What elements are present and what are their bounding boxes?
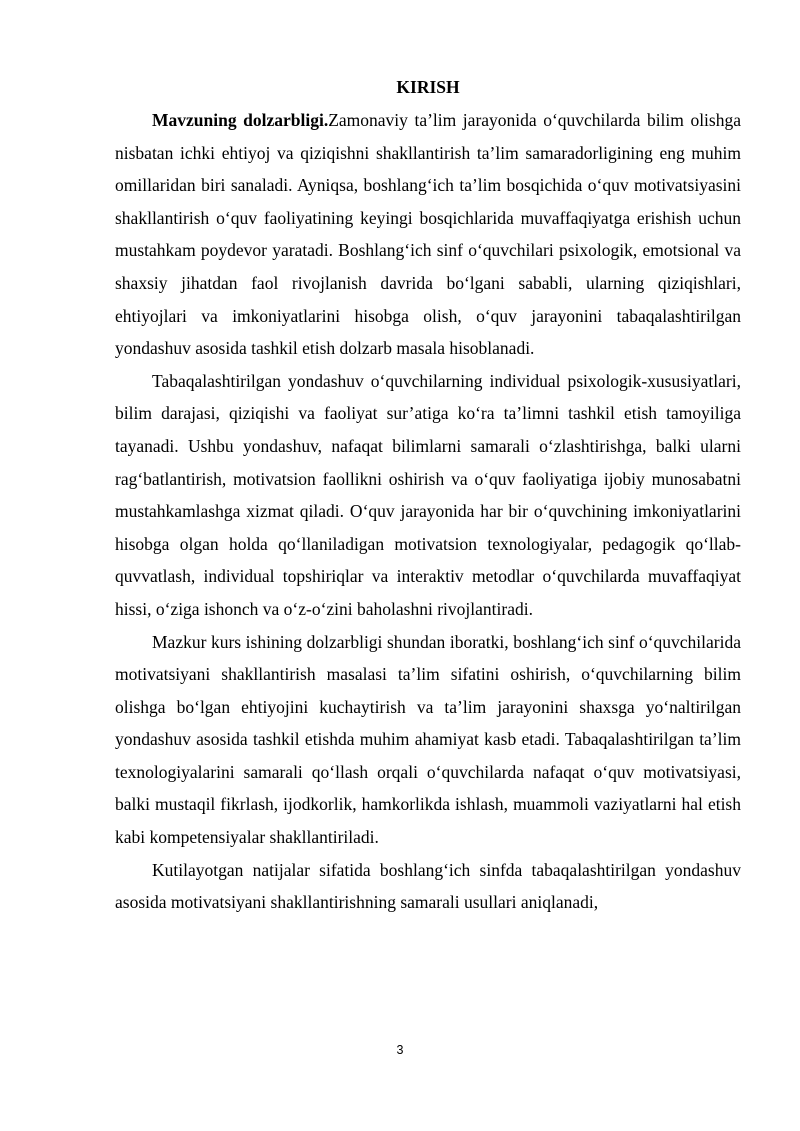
paragraph-differentiated-approach: Tabaqalashtirilgan yondashuv o‘quvchilarning individual psixologik-xususiyatlari, bilim darajasi, qiziqishi va faoliyat sur’atiga ko‘ra ta’limni tashkil etish tamoyiliga tayanadi. Ushbu yondashuv, nafaqat bilimlarni samarali o‘zlashtirishga, balki ularni rag‘batlantirish, motivatsion faollikni oshirish va o‘quv faoliyatiga ijobiy munosabatni mustahkamlashga xizmat qiladi. O‘quv jarayonida har bir o‘quvchining imkoniyatlarini hisobga olgan holda qo‘llaniladigan motivatsion texnologiyalar, pedagogik qo‘llab-quvvatlash, individual topshiriqlar va interaktiv metodlar o‘quvchilarda muvaffaqiyat hissi, o‘ziga ishonch va o‘z-o‘zini baholashni rivojlantiradi. [115,370,741,619]
document-body [115,104,741,919]
paragraph-expected-results: Kutilayotgan natijalar sifatida boshlang‘ich sinfda tabaqalashtirilgan yondashuv asosida motivatsiyani shakllantirishning samarali usullari aniqlanadi, [115,859,741,913]
paragraph-text: Zamonaviy ta’lim jarayonida o‘quvchilarda bilim olishga nisbatan ichki ehtiyoj va qiziqishni shakllantirish ta’lim samaradorligining eng muhim omillaridan biri sanaladi. Ayniqsa, boshlang‘ich ta’lim bosqichida o‘quv motivatsiyasini shakllantirish o‘quv faoliyatining keyingi bosqichlarida muvaffaqiyatga erishish uchun mustahkam poydevor yaratadi. Boshlang‘ich sinf o‘quvchilari psixologik, emotsional va shaxsiy jihatdan faol rivojlanish davrida bo‘lgani sababli, ularning qiziqishlari, ehtiyojlari va imkoniyatlarini hisobga olish, o‘quv jarayonini tabaqalashtirilgan yondashuv asosida tashkil etish dolzarb masala hisoblanadi. [115,110,741,359]
paragraph-relevance [115,104,741,365]
paragraph-course-relevance: Mazkur kurs ishining dolzarbligi shundan iboratki, boshlang‘ich sinf o‘quvchilarida motivatsiyani shakllantirish masalasi ta’lim sifatini oshirish, o‘quvchilarning bilim olishga bo‘lgan ehtiyojini kuchaytirish va ta’lim jarayonini shaxsga yo‘naltirilgan yondashuv asosida tashkil etishda muhim ahamiyat kasb etadi. Tabaqalashtirilgan ta’lim texnologiyalarini samarali qo‘llash orqali o‘quvchilarda nafaqat o‘quv motivatsiyasi, balki mustaqil fikrlash, ijodkorlik, hamkorlikda ishlash, muammoli vaziyatlarni hal etish kabi kompetensiyalar shakllantiriladi. [115,631,741,848]
section-heading: KIRISH [396,77,460,97]
paragraph-lead: Mavzuning dolzarbligi. [152,110,329,130]
page-number: 3 [396,1043,404,1057]
